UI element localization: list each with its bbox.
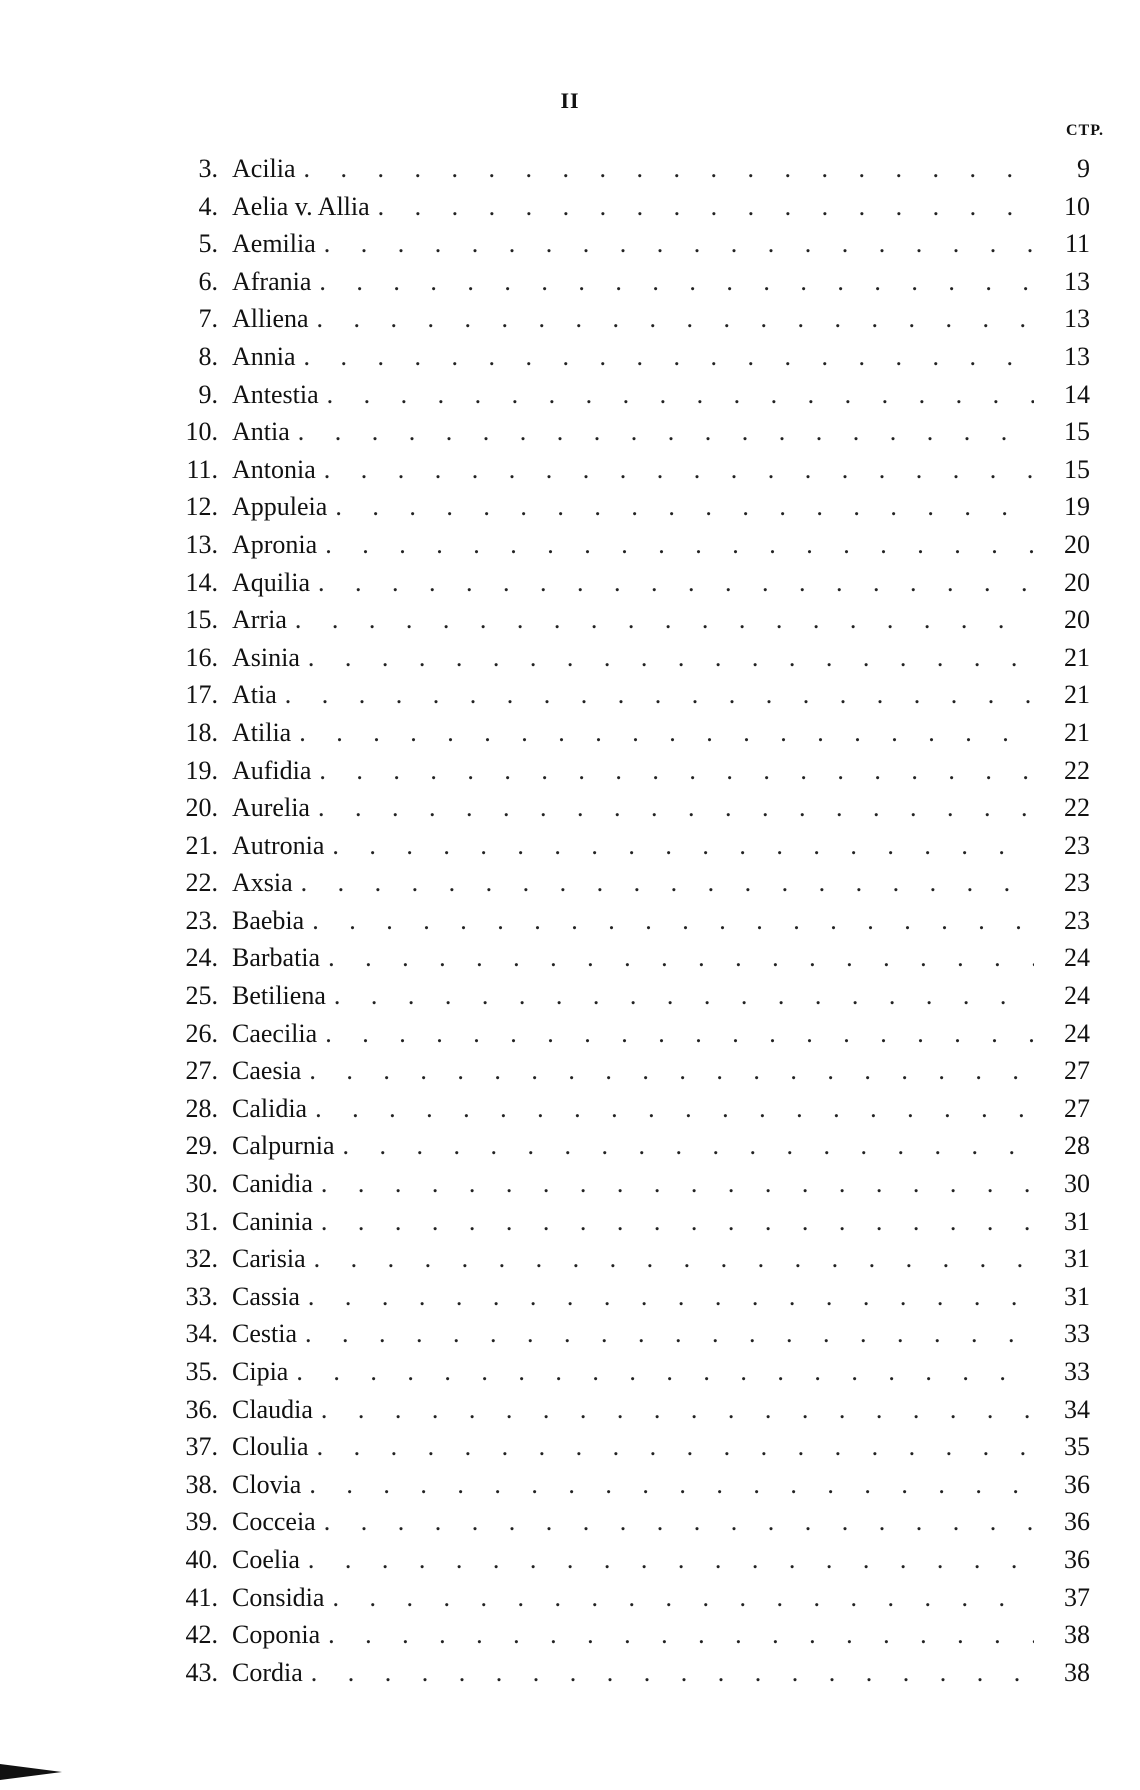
toc-dot-leader <box>335 1127 1034 1165</box>
toc-entry-number: 16. <box>185 642 218 672</box>
toc-entry-number: 19. <box>185 755 218 785</box>
toc-entry-name: Betiliena <box>232 981 326 1011</box>
toc-entry-number: 18. <box>185 717 218 747</box>
toc-dot-leader <box>313 1165 1034 1203</box>
toc-entry-number: 20. <box>185 793 218 823</box>
toc-entry-name: Caninia <box>232 1206 313 1236</box>
toc-dot-leader <box>310 789 1034 827</box>
toc-entry-number: 32. <box>185 1244 218 1274</box>
toc-entry <box>160 639 1090 677</box>
toc-entry-number: 7. <box>198 304 218 334</box>
toc-entry <box>160 601 1090 639</box>
toc-entry-number: 4. <box>198 191 218 221</box>
toc-entry-name: Canidia <box>232 1169 313 1199</box>
toc-dot-leader <box>290 413 1034 451</box>
toc-dot-leader <box>324 1579 1034 1617</box>
toc-dot-leader <box>326 977 1034 1015</box>
toc-entry <box>160 1541 1090 1579</box>
toc-entry-number: 23. <box>185 905 218 935</box>
toc-entry-name: Clovia <box>232 1469 302 1499</box>
toc-entry-page: 11 <box>1064 229 1090 259</box>
toc-dot-leader <box>288 1353 1034 1391</box>
toc-entry-name: Antestia <box>232 379 319 409</box>
toc-entry-name: Antonia <box>232 454 316 484</box>
toc-entry <box>160 939 1090 977</box>
toc-entry-number: 41. <box>185 1582 218 1612</box>
toc-entry-number: 43. <box>185 1657 218 1687</box>
toc-entry-page: 28 <box>1064 1131 1090 1161</box>
toc-dot-leader <box>309 1428 1034 1466</box>
toc-entry-page: 22 <box>1064 755 1090 785</box>
toc-dot-leader <box>316 1503 1034 1541</box>
toc-entry-page: 20 <box>1064 567 1090 597</box>
toc-entry-page: 37 <box>1064 1582 1090 1612</box>
toc-entry-name: Afrania <box>232 266 312 296</box>
toc-entry-page: 23 <box>1064 905 1090 935</box>
toc-entry <box>160 827 1090 865</box>
toc-dot-leader <box>291 714 1034 752</box>
toc-entry-number: 35. <box>185 1357 218 1386</box>
toc-entry-name: Acilia <box>232 154 296 183</box>
toc-entry-number: 13. <box>185 529 218 559</box>
toc-entry <box>160 488 1090 526</box>
toc-entry <box>160 676 1090 714</box>
toc-entry <box>160 752 1090 790</box>
toc-entry-name: Aelia v. Allia <box>232 191 370 221</box>
toc-entry-name: Calidia <box>232 1093 308 1123</box>
toc-entry <box>160 451 1090 489</box>
toc-entry-number: 22. <box>185 868 218 898</box>
toc-entry-page: 21 <box>1064 680 1090 710</box>
toc-entry-page: 33 <box>1064 1357 1090 1386</box>
toc-dot-leader <box>317 1015 1034 1053</box>
toc-entry <box>160 1503 1090 1541</box>
toc-dot-leader <box>370 188 1034 226</box>
toc-dot-leader <box>319 376 1034 414</box>
toc-entry-page: 9 <box>1077 154 1090 183</box>
toc-entry-page: 23 <box>1064 830 1090 860</box>
toc-entry-number: 8. <box>198 341 218 371</box>
toc-entry-page: 31 <box>1064 1244 1090 1274</box>
toc-entry <box>160 376 1090 414</box>
toc-dot-leader <box>309 300 1034 338</box>
toc-entry-name: Claudia <box>232 1394 313 1424</box>
toc-entry-name: Alliena <box>232 304 309 334</box>
toc-entry-name: Axsia <box>232 868 293 898</box>
toc-entry <box>160 1127 1090 1165</box>
toc-entry-page: 27 <box>1064 1093 1090 1123</box>
toc-entry-page: 20 <box>1064 605 1090 635</box>
toc-entry-page: 14 <box>1064 379 1090 409</box>
toc-entry <box>160 1052 1090 1090</box>
toc-entry-page: 24 <box>1064 943 1090 973</box>
toc-entry-number: 29. <box>185 1131 218 1161</box>
toc-entry <box>160 902 1090 940</box>
toc-entry-number: 40. <box>185 1544 218 1574</box>
toc-entry-number: 31. <box>185 1206 218 1236</box>
toc-entry-name: Cocceia <box>232 1507 316 1537</box>
toc-entry-name: Atia <box>232 680 277 710</box>
toc-dot-leader <box>287 601 1034 639</box>
toc-entry-number: 11. <box>186 454 218 484</box>
toc-entry <box>160 1654 1090 1692</box>
toc-entry <box>160 1579 1090 1617</box>
toc-entry-page: 22 <box>1064 793 1090 823</box>
toc-entry-number: 42. <box>185 1620 218 1650</box>
toc-entry <box>160 1090 1090 1128</box>
toc-entry <box>160 1466 1090 1504</box>
toc-entry-page: 35 <box>1064 1432 1090 1462</box>
toc-entry-page: 21 <box>1064 642 1090 672</box>
toc-entry-number: 38. <box>185 1469 218 1499</box>
toc-entry-page: 19 <box>1064 492 1090 522</box>
toc-entry-number: 10. <box>185 417 218 447</box>
toc-entry-name: Cipia <box>232 1357 289 1386</box>
toc-entry-name: Asinia <box>232 642 300 672</box>
toc-entry-name: Atilia <box>232 717 292 747</box>
toc-entry <box>160 1391 1090 1429</box>
toc-entry <box>160 263 1090 301</box>
toc-entry-number: 9. <box>198 379 218 409</box>
toc-entry-page: 13 <box>1064 266 1090 296</box>
toc-dot-leader <box>304 902 1034 940</box>
toc-dot-leader <box>311 263 1034 301</box>
toc-entry-name: Caecilia <box>232 1018 318 1048</box>
toc-dot-leader <box>327 488 1034 526</box>
toc-entry-page: 34 <box>1064 1394 1090 1424</box>
toc-entry <box>160 225 1090 263</box>
toc-entry <box>160 864 1090 902</box>
toc-dot-leader <box>310 564 1034 602</box>
page-number: II <box>560 88 580 113</box>
toc-dot-leader <box>293 864 1034 902</box>
toc-entry-page: 15 <box>1064 417 1090 447</box>
toc-entry <box>160 338 1090 376</box>
toc-entry-name: Aemilia <box>232 229 316 259</box>
toc-entry-name: Caesia <box>232 1056 302 1086</box>
toc-entry-number: 36. <box>185 1394 218 1424</box>
page-column-label: СТР. <box>1066 122 1104 139</box>
toc-dot-leader <box>300 639 1034 677</box>
toc-dot-leader <box>303 1654 1034 1692</box>
toc-entry-page: 30 <box>1064 1169 1090 1199</box>
toc-entry-number: 14. <box>185 567 218 597</box>
toc-entry-number: 28. <box>185 1093 218 1123</box>
toc-dot-leader <box>300 1541 1034 1579</box>
toc-dot-leader <box>300 1278 1034 1316</box>
toc-entry-name: Calpurnia <box>232 1131 335 1161</box>
toc-entry-number: 21. <box>185 830 218 860</box>
toc-entry-name: Carisia <box>232 1244 306 1274</box>
toc-entry-name: Aufidia <box>232 755 312 785</box>
toc-entry <box>160 1353 1090 1391</box>
toc-entry <box>160 564 1090 602</box>
toc-entry-page: 31 <box>1064 1206 1090 1236</box>
toc-entry-name: Aurelia <box>232 793 310 823</box>
toc-entry <box>160 1278 1090 1316</box>
toc-entry-page: 38 <box>1064 1620 1090 1650</box>
margin-mark-icon <box>0 1764 62 1780</box>
toc-entry-name: Aquilia <box>232 567 310 597</box>
toc-entry-page: 38 <box>1064 1657 1090 1687</box>
toc-entry-number: 37. <box>185 1432 218 1462</box>
toc-dot-leader <box>277 676 1034 714</box>
toc-entry <box>160 1015 1090 1053</box>
toc-entry-number: 39. <box>185 1507 218 1537</box>
toc-entry <box>160 1315 1090 1353</box>
toc-dot-leader <box>320 1616 1034 1654</box>
toc-entry-name: Annia <box>232 341 296 371</box>
toc-entry <box>160 413 1090 451</box>
toc-dot-leader <box>316 451 1034 489</box>
toc-entry-page: 20 <box>1064 529 1090 559</box>
toc-entry <box>160 1165 1090 1203</box>
toc-dot-leader <box>313 1391 1034 1429</box>
toc-dot-leader <box>311 752 1034 790</box>
toc-dot-leader <box>316 225 1034 263</box>
toc-dot-leader <box>324 827 1034 865</box>
toc-entry-page: 15 <box>1064 454 1090 484</box>
toc-entry-name: Cassia <box>232 1281 300 1311</box>
toc-entry-name: Arria <box>232 605 287 635</box>
toc-entry-number: 6. <box>198 266 218 296</box>
toc-entry-number: 17. <box>185 680 218 710</box>
toc-entry-name: Coponia <box>232 1620 321 1650</box>
toc-entry <box>160 526 1090 564</box>
toc-dot-leader <box>317 526 1034 564</box>
toc-dot-leader <box>306 1240 1034 1278</box>
toc-entry-page: 36 <box>1064 1507 1090 1537</box>
toc-entry-name: Cestia <box>232 1319 297 1349</box>
toc-dot-leader <box>296 338 1034 376</box>
toc-entry-page: 27 <box>1064 1056 1090 1086</box>
toc-dot-leader <box>301 1052 1034 1090</box>
toc-dot-leader <box>296 150 1034 188</box>
toc-entry-page: 10 <box>1064 191 1090 221</box>
toc-entry <box>160 789 1090 827</box>
toc-entry-name: Barbatia <box>232 943 321 973</box>
toc-entry-name: Baebia <box>232 905 305 935</box>
toc-dot-leader <box>301 1466 1034 1504</box>
toc-entry <box>160 977 1090 1015</box>
toc-entry <box>160 188 1090 226</box>
toc-entry-page: 36 <box>1064 1469 1090 1499</box>
toc-entry-name: Cordia <box>232 1657 303 1687</box>
toc-dot-leader <box>313 1203 1034 1241</box>
toc-entry <box>160 1240 1090 1278</box>
table-of-contents <box>160 150 1090 1691</box>
toc-entry-page: 33 <box>1064 1319 1090 1349</box>
toc-entry-name: Autronia <box>232 830 325 860</box>
toc-entry-number: 33. <box>185 1281 218 1311</box>
toc-entry-number: 27. <box>185 1056 218 1086</box>
toc-entry-page: 23 <box>1064 868 1090 898</box>
toc-entry-page: 24 <box>1064 981 1090 1011</box>
toc-entry-number: 12. <box>185 492 218 522</box>
toc-entry <box>160 300 1090 338</box>
toc-entry-number: 5. <box>198 229 218 259</box>
toc-entry-number: 24. <box>185 943 218 973</box>
toc-entry-page: 36 <box>1064 1544 1090 1574</box>
toc-entry-name: Cloulia <box>232 1432 309 1462</box>
toc-entry-number: 26. <box>185 1018 218 1048</box>
toc-dot-leader <box>320 939 1034 977</box>
toc-dot-leader <box>307 1090 1034 1128</box>
toc-entry-page: 13 <box>1064 341 1090 371</box>
toc-entry-number: 25. <box>185 981 218 1011</box>
toc-entry-name: Coelia <box>232 1544 300 1574</box>
toc-entry-page: 24 <box>1064 1018 1090 1048</box>
toc-entry <box>160 1428 1090 1466</box>
toc-entry-number: 30. <box>185 1169 218 1199</box>
toc-entry-number: 15. <box>185 605 218 635</box>
toc-entry <box>160 150 1090 188</box>
toc-entry <box>160 1616 1090 1654</box>
toc-entry-number: 34. <box>185 1319 218 1349</box>
toc-entry-name: Antia <box>232 417 290 447</box>
toc-entry-name: Considia <box>232 1582 325 1612</box>
toc-entry-page: 21 <box>1064 717 1090 747</box>
toc-entry <box>160 1203 1090 1241</box>
toc-entry-number: 3. <box>198 154 218 183</box>
toc-entry-page: 31 <box>1064 1281 1090 1311</box>
toc-entry-name: Apronia <box>232 529 318 559</box>
toc-dot-leader <box>297 1315 1034 1353</box>
toc-entry-page: 13 <box>1064 304 1090 334</box>
toc-entry-name: Appuleia <box>232 492 328 522</box>
toc-entry <box>160 714 1090 752</box>
